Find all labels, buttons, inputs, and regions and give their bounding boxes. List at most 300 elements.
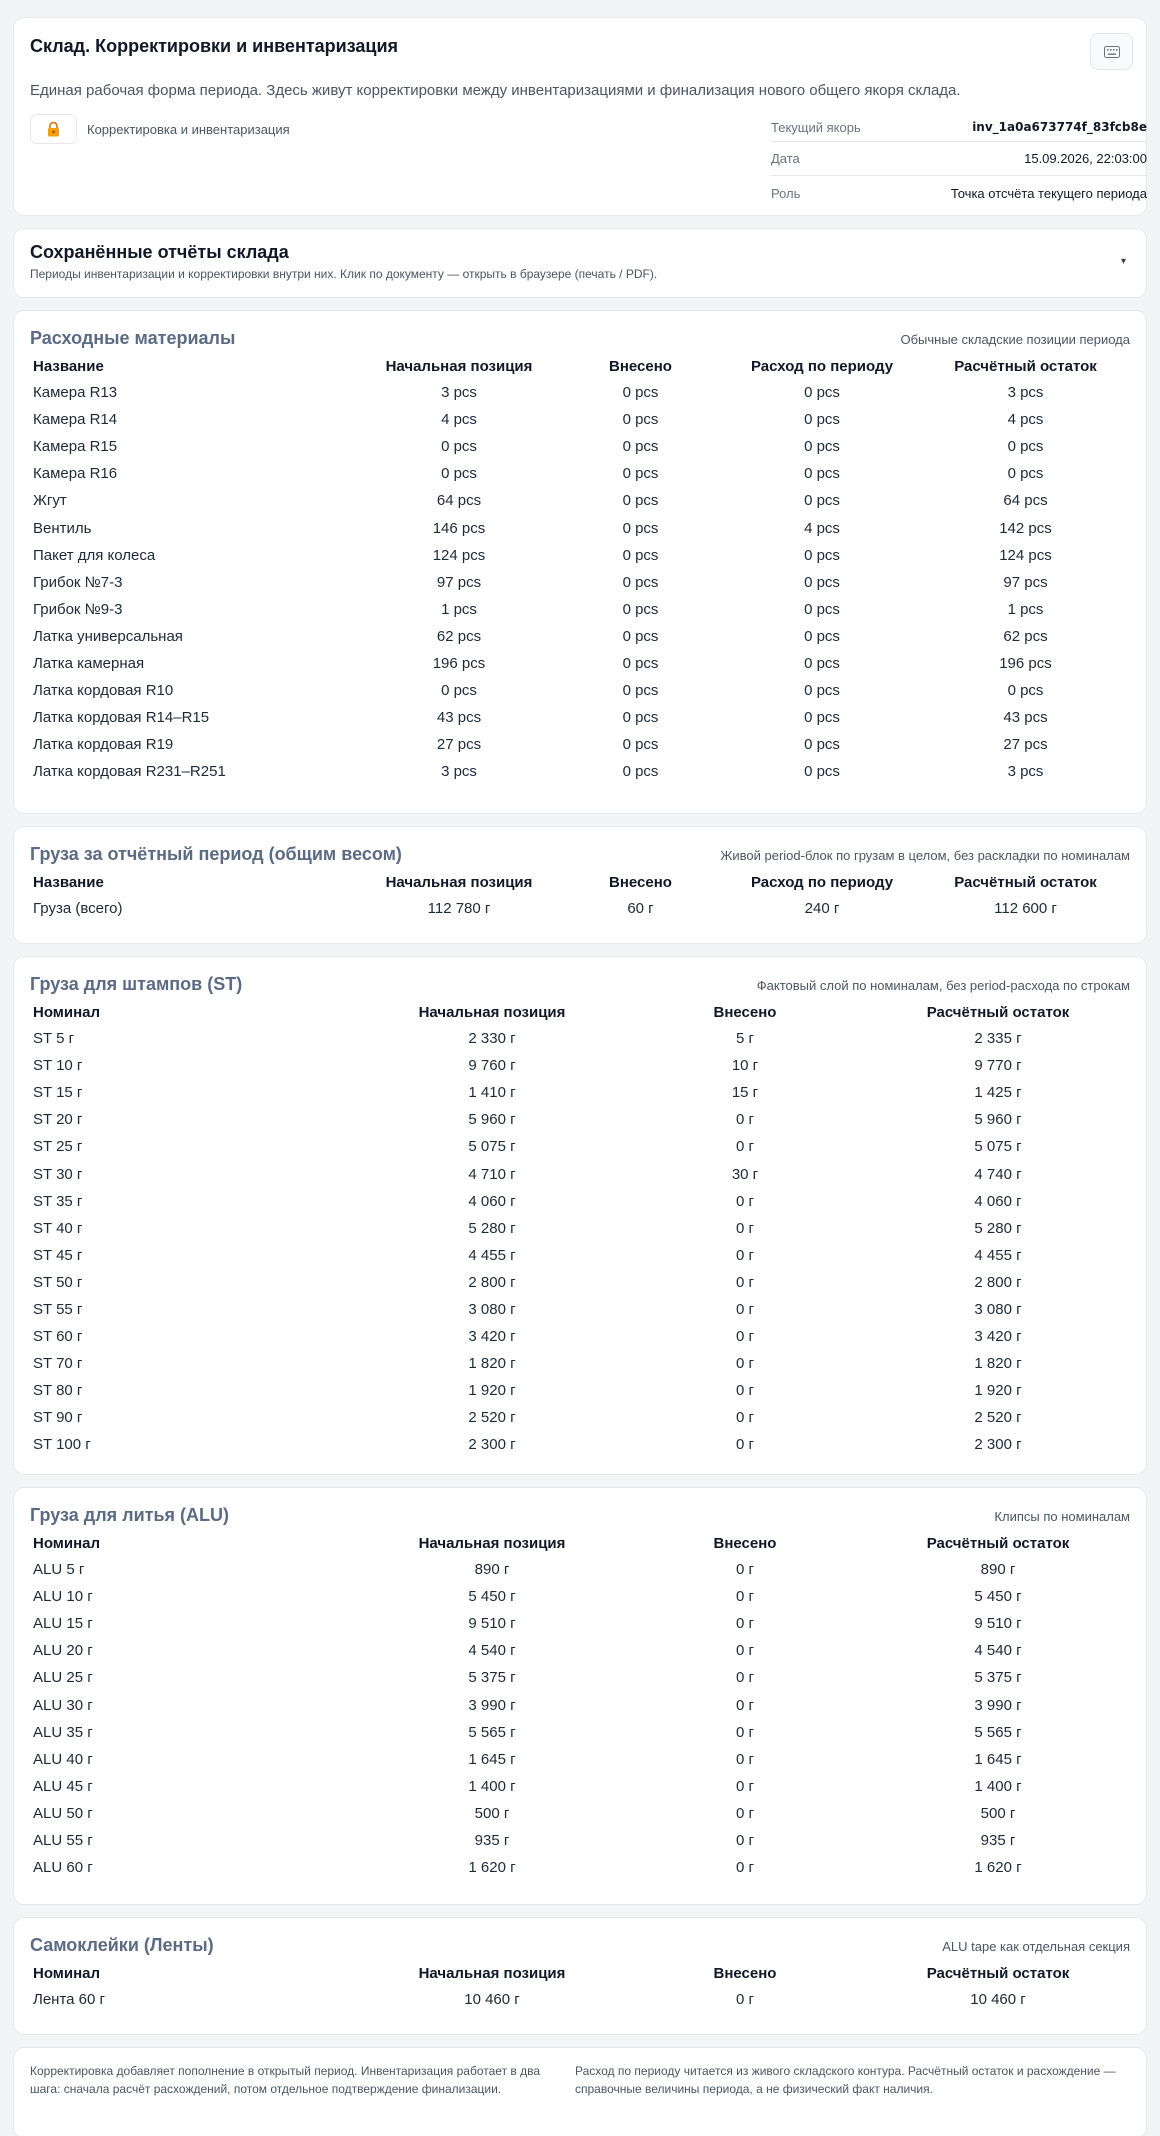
value-cell: 9 510 г bbox=[974, 1615, 1022, 1633]
value-cell: 1 645 г bbox=[468, 1750, 516, 1768]
value-cell: 0 г bbox=[736, 1561, 754, 1579]
value-cell: 0 pcs bbox=[622, 519, 659, 537]
page-title: Склад. Корректировки и инвентаризация bbox=[30, 36, 399, 56]
table-header-row bbox=[30, 1530, 1130, 1556]
table-row bbox=[30, 379, 1130, 406]
value-cell: 27 pcs bbox=[1003, 736, 1048, 754]
value-cell: 4 540 г bbox=[468, 1642, 516, 1660]
value-cell: 27 pcs bbox=[436, 736, 482, 754]
value-cell: 4 060 г bbox=[974, 1192, 1022, 1210]
item-name-cell: ST 35 г bbox=[33, 1192, 83, 1210]
table-header-row bbox=[30, 1960, 1130, 1986]
item-name-cell: Лента 60 г bbox=[33, 1991, 106, 2009]
anchor-meta bbox=[771, 116, 1147, 210]
value-cell: 10 460 г bbox=[970, 1991, 1026, 2009]
value-cell: 0 pcs bbox=[804, 465, 840, 483]
value-cell: 5 280 г bbox=[974, 1219, 1022, 1237]
value-cell: 1 410 г bbox=[468, 1084, 516, 1102]
value-cell: 0 г bbox=[736, 1588, 754, 1606]
section-note: Обычные складские позиции периода bbox=[900, 332, 1130, 347]
value-cell: 2 300 г bbox=[974, 1436, 1022, 1454]
table-row bbox=[30, 1719, 1130, 1746]
value-cell: 0 г bbox=[736, 1111, 754, 1129]
item-name-cell: Груза (всего) bbox=[33, 900, 123, 918]
item-name-cell: Грибок №7-3 bbox=[33, 573, 123, 591]
table-row bbox=[30, 460, 1130, 487]
value-cell: 3 pcs bbox=[1007, 763, 1044, 781]
value-cell: 5 565 г bbox=[468, 1723, 516, 1741]
value-cell: 0 pcs bbox=[804, 709, 840, 727]
value-cell: 0 pcs bbox=[804, 573, 840, 591]
table-header-row bbox=[30, 999, 1130, 1025]
value-cell: 0 pcs bbox=[804, 763, 840, 781]
item-name-cell: ALU 60 г bbox=[33, 1859, 93, 1877]
column-header: Начальная позиция bbox=[418, 1534, 566, 1552]
item-name-cell: Латка универсальная bbox=[33, 627, 183, 645]
value-cell: 1 620 г bbox=[974, 1859, 1022, 1877]
value-cell: 4 060 г bbox=[468, 1192, 516, 1210]
st-weights-table bbox=[30, 999, 1130, 1459]
value-cell: 500 г bbox=[980, 1804, 1016, 1822]
value-cell: 5 960 г bbox=[468, 1111, 516, 1129]
footer-note-right: Расход по периоду читается из живого складского контура. Расчётный остаток и расхождение — справочные величины периода, а не физический факт наличия. bbox=[575, 2064, 1116, 2096]
table-row bbox=[30, 1691, 1130, 1718]
value-cell: 4 pcs bbox=[804, 519, 840, 537]
value-cell: 0 г bbox=[736, 1273, 754, 1291]
anchor-role: Точка отсчёта текущего периода bbox=[950, 185, 1147, 201]
value-cell: 1 920 г bbox=[468, 1382, 516, 1400]
section-title: Расходные материалы bbox=[30, 328, 236, 348]
value-cell: 0 pcs bbox=[622, 573, 659, 591]
column-header: Расчётный остаток bbox=[926, 1003, 1070, 1021]
value-cell: 0 pcs bbox=[804, 438, 840, 456]
section-title: Груза за отчётный период (общим весом) bbox=[30, 844, 402, 864]
value-cell: 890 г bbox=[980, 1561, 1016, 1579]
item-name-cell: ST 55 г bbox=[33, 1300, 83, 1318]
value-cell: 0 pcs bbox=[622, 682, 659, 700]
item-name-cell: ALU 55 г bbox=[33, 1831, 93, 1849]
column-header: Расход по периоду bbox=[750, 873, 894, 891]
item-name-cell: Камера R14 bbox=[33, 411, 118, 429]
value-cell: 0 г bbox=[736, 1669, 754, 1687]
item-name-cell: ALU 20 г bbox=[33, 1642, 93, 1660]
table-row bbox=[30, 1431, 1130, 1458]
column-header: Расчётный остаток bbox=[926, 1964, 1070, 1982]
value-cell: 0 г bbox=[736, 1355, 754, 1373]
item-name-cell: Латка камерная bbox=[33, 654, 145, 672]
value-cell: 2 335 г bbox=[974, 1030, 1022, 1048]
value-cell: 5 г bbox=[736, 1030, 754, 1048]
value-cell: 97 pcs bbox=[1003, 573, 1048, 591]
value-cell: 0 pcs bbox=[804, 492, 840, 510]
st-weights-section bbox=[13, 956, 1147, 1475]
column-header: Начальная позиция bbox=[418, 1964, 566, 1982]
value-cell: 0 pcs bbox=[804, 600, 840, 618]
table-row bbox=[30, 1296, 1130, 1323]
value-cell: 196 pcs bbox=[999, 654, 1052, 672]
value-cell: 5 075 г bbox=[468, 1138, 516, 1156]
value-cell: 0 pcs bbox=[622, 384, 659, 402]
value-cell: 146 pcs bbox=[432, 519, 486, 537]
table-row bbox=[30, 542, 1130, 569]
value-cell: 5 375 г bbox=[974, 1669, 1022, 1687]
value-cell: 0 pcs bbox=[622, 763, 659, 781]
value-cell: 3 420 г bbox=[468, 1328, 516, 1346]
item-name-cell: ALU 10 г bbox=[33, 1588, 93, 1606]
value-cell: 2 800 г bbox=[974, 1273, 1022, 1291]
value-cell: 4 455 г bbox=[974, 1246, 1022, 1264]
table-row bbox=[30, 623, 1130, 650]
table-row bbox=[30, 1106, 1130, 1133]
value-cell: 0 г bbox=[736, 1696, 754, 1714]
page-description: Единая рабочая форма периода. Здесь живут корректировки между инвентаризациями и финализация нового общего якоря склада. bbox=[30, 82, 961, 99]
value-cell: 0 pcs bbox=[622, 465, 659, 483]
value-cell: 9 510 г bbox=[468, 1615, 516, 1633]
value-cell: 3 990 г bbox=[468, 1696, 516, 1714]
item-name-cell: ST 45 г bbox=[33, 1246, 83, 1264]
column-header: Расчётный остаток bbox=[926, 1534, 1070, 1552]
value-cell: 10 460 г bbox=[464, 1991, 520, 2009]
table-row bbox=[30, 1350, 1130, 1377]
table-row bbox=[30, 704, 1130, 731]
value-cell: 62 pcs bbox=[1003, 627, 1048, 645]
value-cell: 5 565 г bbox=[974, 1723, 1022, 1741]
value-cell: 1 920 г bbox=[974, 1382, 1022, 1400]
column-header: Внесено bbox=[609, 873, 672, 891]
value-cell: 64 pcs bbox=[436, 492, 482, 510]
table-row bbox=[30, 1377, 1130, 1404]
value-cell: 0 pcs bbox=[622, 546, 659, 564]
value-cell: 1 400 г bbox=[974, 1777, 1022, 1795]
value-cell: 62 pcs bbox=[436, 627, 482, 645]
item-name-cell: ST 40 г bbox=[33, 1219, 83, 1237]
saved-reports-subtitle: Периоды инвентаризации и корректировки внутри них. Клик по документу — открыть в браузере (печать / PDF). bbox=[30, 267, 658, 281]
meta-key: Дата bbox=[771, 151, 800, 166]
value-cell: 5 280 г bbox=[468, 1219, 516, 1237]
value-cell: 4 710 г bbox=[468, 1165, 516, 1183]
item-name-cell: Латка кордовая R10 bbox=[33, 682, 174, 700]
table-row bbox=[30, 1188, 1130, 1215]
item-name-cell: Жгут bbox=[33, 492, 67, 510]
value-cell: 3 pcs bbox=[441, 384, 477, 402]
value-cell: 5 960 г bbox=[974, 1111, 1022, 1129]
value-cell: 0 pcs bbox=[622, 411, 659, 429]
value-cell: 0 pcs bbox=[1007, 465, 1044, 483]
table-row bbox=[30, 1827, 1130, 1854]
table-row bbox=[30, 487, 1130, 514]
value-cell: 0 г bbox=[736, 1991, 754, 2009]
value-cell: 0 pcs bbox=[441, 682, 477, 700]
tape-table bbox=[30, 1960, 1130, 2013]
table-row bbox=[30, 1637, 1130, 1664]
item-name-cell: Камера R16 bbox=[33, 465, 118, 483]
value-cell: 240 г bbox=[804, 900, 840, 918]
value-cell: 64 pcs bbox=[1003, 492, 1048, 510]
meta-key: Текущий якорь bbox=[771, 120, 861, 135]
value-cell: 0 pcs bbox=[804, 411, 840, 429]
section-note: Живой period-блок по грузам в целом, без раскладки по номиналам bbox=[720, 848, 1130, 863]
column-header: Внесено bbox=[713, 1003, 777, 1021]
column-header: Начальная позиция bbox=[418, 1003, 566, 1021]
item-name-cell: Камера R15 bbox=[33, 438, 118, 456]
value-cell: 0 pcs bbox=[804, 736, 840, 754]
value-cell: 5 075 г bbox=[974, 1138, 1022, 1156]
value-cell: 935 г bbox=[980, 1831, 1016, 1849]
value-cell: 0 pcs bbox=[622, 492, 659, 510]
column-header: Номинал bbox=[33, 1534, 101, 1552]
header-card bbox=[13, 17, 1147, 216]
footer-notes bbox=[13, 2047, 1147, 2136]
section-title: Груза для штампов (ST) bbox=[30, 974, 243, 994]
value-cell: 1 820 г bbox=[468, 1355, 516, 1373]
item-name-cell: ST 30 г bbox=[33, 1165, 83, 1183]
table-row bbox=[30, 1583, 1130, 1610]
table-row bbox=[30, 1269, 1130, 1296]
value-cell: 0 pcs bbox=[804, 384, 840, 402]
item-name-cell: ST 70 г bbox=[33, 1355, 83, 1373]
alu-weights-section bbox=[13, 1487, 1147, 1905]
anchor-date: 15.09.2026, 22:03:00 bbox=[1024, 151, 1147, 166]
value-cell: 0 pcs bbox=[622, 736, 659, 754]
value-cell: 5 375 г bbox=[468, 1669, 516, 1687]
value-cell: 0 г bbox=[736, 1777, 754, 1795]
table-row bbox=[30, 677, 1130, 704]
saved-reports-panel[interactable] bbox=[13, 228, 1147, 298]
column-header: Начальная позиция bbox=[385, 357, 533, 375]
item-name-cell: ST 50 г bbox=[33, 1273, 83, 1291]
value-cell: 112 600 г bbox=[994, 900, 1057, 918]
table-row bbox=[30, 1773, 1130, 1800]
value-cell: 0 г bbox=[736, 1246, 754, 1264]
item-name-cell: ST 25 г bbox=[33, 1138, 83, 1156]
value-cell: 3 pcs bbox=[441, 763, 477, 781]
mode-indicator bbox=[30, 114, 290, 144]
item-name-cell: Камера R13 bbox=[33, 384, 118, 402]
table-row bbox=[30, 1323, 1130, 1350]
table-row bbox=[30, 1556, 1130, 1583]
value-cell: 0 г bbox=[736, 1409, 754, 1427]
item-name-cell: ST 15 г bbox=[33, 1084, 83, 1102]
value-cell: 4 pcs bbox=[441, 411, 477, 429]
value-cell: 1 pcs bbox=[441, 600, 477, 618]
item-name-cell: ALU 40 г bbox=[33, 1750, 93, 1768]
value-cell: 3 080 г bbox=[468, 1300, 516, 1318]
mode-label: Корректировка и инвентаризация bbox=[87, 121, 290, 137]
consumables-section bbox=[13, 310, 1147, 814]
item-name-cell: Грибок №9-3 bbox=[33, 600, 123, 618]
item-name-cell: ALU 15 г bbox=[33, 1615, 93, 1633]
column-header: Внесено bbox=[713, 1534, 777, 1552]
item-name-cell: Латка кордовая R14–R15 bbox=[33, 709, 210, 727]
item-name-cell: Латка кордовая R231–R251 bbox=[33, 763, 226, 781]
column-header: Название bbox=[33, 873, 104, 891]
value-cell: 0 г bbox=[736, 1328, 754, 1346]
column-header: Номинал bbox=[33, 1964, 101, 1982]
item-name-cell: ALU 35 г bbox=[33, 1723, 93, 1741]
table-row bbox=[30, 1079, 1130, 1106]
table-row bbox=[30, 514, 1130, 541]
table-row bbox=[30, 1404, 1130, 1431]
value-cell: 2 520 г bbox=[468, 1409, 516, 1427]
value-cell: 2 300 г bbox=[468, 1436, 516, 1454]
keyboard-icon bbox=[1104, 46, 1120, 58]
section-note: Фактовый слой по номиналам, без period-расхода по строкам bbox=[756, 978, 1130, 993]
table-row bbox=[30, 569, 1130, 596]
table-row bbox=[30, 406, 1130, 433]
value-cell: 0 г bbox=[736, 1192, 754, 1210]
weights-total-section bbox=[13, 826, 1147, 944]
value-cell: 0 pcs bbox=[804, 682, 840, 700]
table-row bbox=[30, 1133, 1130, 1160]
table-row bbox=[30, 758, 1130, 785]
weights-total-table bbox=[30, 869, 1130, 922]
value-cell: 5 450 г bbox=[974, 1588, 1022, 1606]
saved-reports-title: Сохранённые отчёты склада bbox=[30, 242, 289, 262]
value-cell: 0 pcs bbox=[441, 438, 477, 456]
item-name-cell: Вентиль bbox=[33, 519, 92, 537]
value-cell: 0 г bbox=[736, 1723, 754, 1741]
value-cell: 0 г bbox=[736, 1300, 754, 1318]
section-note: Клипсы по номиналам bbox=[994, 1509, 1130, 1524]
value-cell: 124 pcs bbox=[432, 546, 486, 564]
table-row bbox=[30, 433, 1130, 460]
item-name-cell: ST 20 г bbox=[33, 1111, 83, 1129]
value-cell: 0 pcs bbox=[1007, 682, 1044, 700]
table-row bbox=[30, 1986, 1130, 2013]
value-cell: 5 450 г bbox=[468, 1588, 516, 1606]
value-cell: 0 г bbox=[736, 1859, 754, 1877]
value-cell: 3 420 г bbox=[974, 1328, 1022, 1346]
column-header: Расход по периоду bbox=[750, 357, 894, 375]
value-cell: 1 400 г bbox=[468, 1777, 516, 1795]
value-cell: 124 pcs bbox=[999, 546, 1052, 564]
value-cell: 30 г bbox=[731, 1165, 759, 1183]
mode-lock-button[interactable] bbox=[30, 114, 77, 144]
item-name-cell: ST 60 г bbox=[33, 1328, 83, 1346]
item-name-cell: ALU 30 г bbox=[33, 1696, 93, 1714]
value-cell: 2 330 г bbox=[468, 1030, 516, 1048]
value-cell: 0 г bbox=[736, 1750, 754, 1768]
value-cell: 0 pcs bbox=[1007, 438, 1044, 456]
table-row bbox=[30, 1746, 1130, 1773]
value-cell: 9 770 г bbox=[974, 1057, 1022, 1075]
value-cell: 0 pcs bbox=[622, 709, 659, 727]
value-cell: 60 г bbox=[627, 900, 654, 918]
column-header: Внесено bbox=[609, 357, 672, 375]
value-cell: 9 760 г bbox=[468, 1057, 516, 1075]
value-cell: 2 800 г bbox=[468, 1273, 516, 1291]
value-cell: 3 080 г bbox=[974, 1300, 1022, 1318]
value-cell: 1 425 г bbox=[974, 1084, 1022, 1102]
value-cell: 0 pcs bbox=[622, 627, 659, 645]
meta-row bbox=[771, 142, 1147, 176]
table-row bbox=[30, 1610, 1130, 1637]
column-header: Расчётный остаток bbox=[954, 873, 1097, 891]
value-cell: 3 pcs bbox=[1007, 384, 1044, 402]
table-row bbox=[30, 650, 1130, 677]
value-cell: 0 pcs bbox=[622, 600, 659, 618]
value-cell: 500 г bbox=[474, 1804, 510, 1822]
table-row bbox=[30, 1160, 1130, 1187]
table-row bbox=[30, 1215, 1130, 1242]
lock-icon bbox=[47, 122, 60, 137]
value-cell: 142 pcs bbox=[999, 519, 1052, 537]
table-row bbox=[30, 596, 1130, 623]
footer-note-left: Корректировка добавляет пополнение в открытый период. Инвентаризация работает в два шага: сначала расчёт расхождений, потом отдельное подтверждение финализации. bbox=[30, 2064, 541, 2096]
item-name-cell: ST 100 г bbox=[33, 1436, 91, 1454]
table-row bbox=[30, 1052, 1130, 1079]
alu-weights-table bbox=[30, 1530, 1130, 1881]
value-cell: 0 pcs bbox=[804, 546, 840, 564]
item-name-cell: ST 10 г bbox=[33, 1057, 83, 1075]
value-cell: 0 г bbox=[736, 1382, 754, 1400]
section-note: ALU tape как отдельная секция bbox=[942, 1939, 1130, 1954]
section-title: Груза для литья (ALU) bbox=[30, 1505, 230, 1525]
consumables-table bbox=[30, 353, 1130, 785]
item-name-cell: Латка кордовая R19 bbox=[33, 736, 174, 754]
value-cell: 1 pcs bbox=[1007, 600, 1044, 618]
value-cell: 4 740 г bbox=[974, 1165, 1022, 1183]
value-cell: 43 pcs bbox=[436, 709, 482, 727]
table-header-row bbox=[30, 869, 1130, 895]
value-cell: 0 г bbox=[736, 1831, 754, 1849]
column-header: Внесено bbox=[713, 1964, 777, 1982]
meta-row bbox=[771, 116, 1147, 142]
column-header: Название bbox=[33, 357, 104, 375]
value-cell: 0 г bbox=[736, 1138, 754, 1156]
item-name-cell: ST 80 г bbox=[33, 1382, 83, 1400]
table-row bbox=[30, 1800, 1130, 1827]
table-row bbox=[30, 1025, 1130, 1052]
value-cell: 1 620 г bbox=[468, 1859, 516, 1877]
item-name-cell: ALU 45 г bbox=[33, 1777, 93, 1795]
column-header: Расчётный остаток bbox=[954, 357, 1097, 375]
item-name-cell: ALU 50 г bbox=[33, 1804, 93, 1822]
value-cell: 112 780 г bbox=[427, 900, 491, 918]
value-cell: 4 pcs bbox=[1007, 411, 1044, 429]
section-title: Самоклейки (Ленты) bbox=[30, 1935, 214, 1955]
table-row bbox=[30, 895, 1130, 922]
table-row bbox=[30, 1664, 1130, 1691]
meta-key: Роль bbox=[771, 185, 801, 201]
item-name-cell: ALU 5 г bbox=[33, 1561, 85, 1579]
value-cell: 1 820 г bbox=[974, 1355, 1022, 1373]
value-cell: 0 pcs bbox=[622, 654, 659, 672]
value-cell: 43 pcs bbox=[1003, 709, 1048, 727]
anchor-id: inv_1a0a673774f_83fcb8e bbox=[972, 120, 1147, 134]
value-cell: 0 pcs bbox=[622, 438, 659, 456]
table-header-row bbox=[30, 353, 1130, 379]
value-cell: 935 г bbox=[474, 1831, 510, 1849]
item-name-cell: ALU 25 г bbox=[33, 1669, 93, 1687]
item-name-cell: Пакет для колеса bbox=[33, 546, 156, 564]
value-cell: 2 520 г bbox=[974, 1409, 1022, 1427]
value-cell: 0 pcs bbox=[804, 627, 840, 645]
chevron-down-icon[interactable]: ▾ bbox=[1120, 256, 1126, 267]
value-cell: 3 990 г bbox=[974, 1696, 1022, 1714]
value-cell: 890 г bbox=[474, 1561, 510, 1579]
value-cell: 4 455 г bbox=[468, 1246, 516, 1264]
value-cell: 0 pcs bbox=[441, 465, 477, 483]
value-cell: 0 г bbox=[736, 1642, 754, 1660]
keyboard-shortcuts-button[interactable] bbox=[1090, 33, 1133, 70]
value-cell: 0 г bbox=[736, 1436, 754, 1454]
tape-section bbox=[13, 1917, 1147, 2035]
item-name-cell: ST 90 г bbox=[33, 1409, 83, 1427]
table-row bbox=[30, 731, 1130, 758]
value-cell: 0 pcs bbox=[804, 654, 840, 672]
value-cell: 196 pcs bbox=[432, 654, 486, 672]
